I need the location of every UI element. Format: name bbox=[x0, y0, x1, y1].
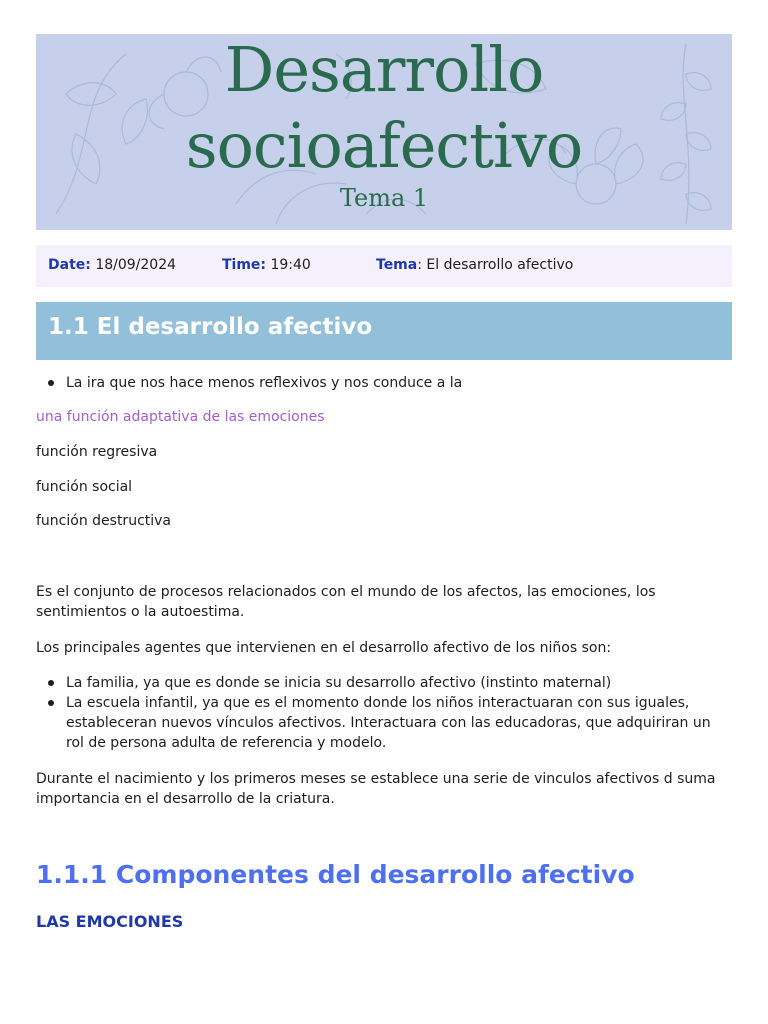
date-field bbox=[48, 257, 176, 273]
subsection-caption: LAS EMOCIONES bbox=[36, 912, 184, 931]
time-field bbox=[222, 257, 311, 273]
date-value: 18/09/2024 bbox=[95, 257, 177, 273]
paragraph-agents-intro: Los principales agentes que intervienen en el desarrollo afectivo de los niños son: bbox=[36, 640, 612, 656]
paragraph-definition: Es el conjunto de procesos relacionados con el mundo de los afectos, las emociones, los sentimientos o la autoestima. bbox=[36, 584, 656, 620]
meta-row bbox=[36, 245, 732, 287]
banner-subtitle: Tema 1 bbox=[339, 184, 429, 212]
banner-title-line-1: Desarrollo bbox=[224, 34, 544, 106]
list-item: La familia, ya que es donde se inicia su desarrollo afectivo (instinto maternal) bbox=[36, 673, 732, 693]
tema-value: : El desarrollo afectivo bbox=[417, 257, 574, 273]
date-label: Date: bbox=[48, 257, 91, 273]
section-heading-bar bbox=[36, 302, 732, 360]
time-label: Time: bbox=[222, 257, 267, 273]
banner-title-line-2: socioafectivo bbox=[185, 109, 583, 182]
agents-list bbox=[36, 673, 732, 753]
answer-option[interactable]: función destructiva bbox=[36, 513, 172, 529]
section-heading: 1.1 El desarrollo afectivo bbox=[48, 314, 373, 340]
list-item: La escuela infantil, ya que es el momento donde los niños interactuaran con sus iguales, estableceran nuevos vínculos afectivos. Interactuara con las educadoras, que adquiriran un rol de persona adulta de referencia y modelo. bbox=[36, 693, 732, 753]
tema-label: Tema bbox=[376, 257, 418, 273]
title-banner bbox=[36, 34, 732, 230]
answer-option[interactable]: función social bbox=[36, 479, 133, 495]
time-value: 19:40 bbox=[270, 257, 311, 273]
answer-option[interactable]: función regresiva bbox=[36, 444, 158, 460]
paragraph-birth: Durante el nacimiento y los primeros meses se establece una serie de vinculos afectivos d suma importancia en el desarrollo de la criatura. bbox=[36, 771, 716, 807]
tema-field bbox=[376, 257, 573, 273]
answer-option-selected[interactable]: una función adaptativa de las emociones bbox=[36, 409, 325, 425]
subsection-heading: 1.1.1 Componentes del desarrollo afectivo bbox=[36, 860, 635, 889]
question-list bbox=[36, 373, 732, 393]
list-item: La ira que nos hace menos reflexivos y nos conduce a la bbox=[36, 373, 732, 393]
